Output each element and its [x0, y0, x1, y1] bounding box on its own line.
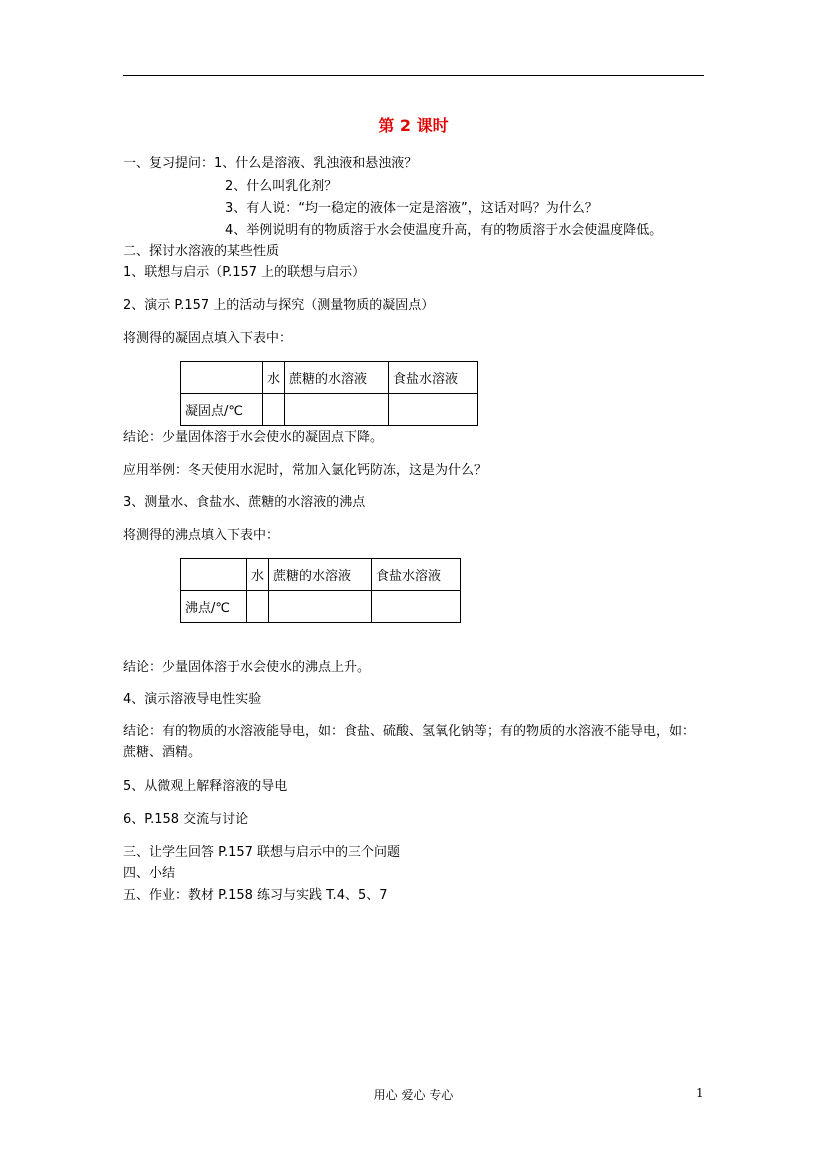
section2-item6: 6、P.158 交流与讨论 — [123, 812, 249, 827]
table-row-label: 凝固点/℃ — [181, 394, 263, 426]
fill-freeze-instruction: 将测得的凝固点填入下表中： — [123, 331, 293, 346]
table-header-cell: 水 — [263, 362, 285, 394]
section2-item4: 4、演示溶液导电性实验 — [123, 692, 262, 707]
section4-heading: 四、小结 — [123, 866, 176, 881]
table-cell-empty — [372, 591, 461, 623]
application-example: 应用举例：冬天使用水泥时，常加入氯化钙防冻，这是为什么？ — [123, 463, 488, 478]
table-cell-empty — [285, 394, 389, 426]
table-row — [181, 362, 478, 394]
section2-heading: 二、探讨水溶液的某些性质 — [123, 244, 280, 259]
table-row — [181, 394, 478, 426]
section2-item2: 2、演示 P.157 上的活动与探究（测量物质的凝固点） — [123, 298, 435, 313]
conclusion-boil: 结论：少量固体溶于水会使水的沸点上升。 — [123, 660, 371, 675]
table-header-cell — [181, 362, 263, 394]
table-cell-empty — [247, 591, 269, 623]
table-cell-empty — [263, 394, 285, 426]
review-heading: 一、复习提问：1、什么是溶液、乳浊液和悬浊液？ — [123, 156, 418, 171]
table-header-cell: 蔗糖的水溶液 — [269, 559, 372, 591]
table-row — [181, 591, 461, 623]
table-cell-empty — [269, 591, 372, 623]
fill-boil-instruction: 将测得的沸点填入下表中： — [123, 528, 280, 543]
section2-item3: 3、测量水、食盐水、蔗糖的水溶液的沸点 — [123, 495, 366, 510]
review-q4: 4、举例说明有的物质溶于水会使温度升高，有的物质溶于水会使温度降低。 — [225, 223, 663, 238]
section3-heading: 三、让学生回答 P.157 联想与启示中的三个问题 — [123, 845, 401, 860]
header-rule — [123, 75, 704, 76]
conclusion-conductivity: 结论：有的物质的水溶液能导电，如：食盐、硫酸、氢氧化钠等；有的物质的水溶液不能导电，如：蔗糖、酒精。 — [123, 724, 696, 760]
table-header-cell: 食盐水溶液 — [389, 362, 478, 394]
table-header-cell — [181, 559, 247, 591]
table-row — [181, 559, 461, 591]
table-row-label: 沸点/℃ — [181, 591, 247, 623]
table-header-cell: 食盐水溶液 — [372, 559, 461, 591]
table-header-cell: 水 — [247, 559, 269, 591]
boiling-point-table — [180, 558, 461, 623]
page-footer: 用心 爱心 专心 — [373, 1088, 454, 1102]
freeze-point-table — [180, 361, 478, 426]
table-header-cell: 蔗糖的水溶液 — [285, 362, 389, 394]
page-number: 1 — [696, 1086, 704, 1100]
page-title: 第 2 课时 — [378, 116, 449, 135]
section2-item5: 5、从微观上解释溶液的导电 — [123, 779, 288, 794]
review-q2: 2、什么叫乳化剂？ — [225, 179, 338, 194]
section2-item1: 1、联想与启示（P.157 上的联想与启示） — [123, 265, 366, 280]
review-q3: 3、有人说：“均一稳定的液体一定是溶液”，这话对吗？为什么？ — [225, 201, 598, 216]
section5-heading: 五、作业：教材 P.158 练习与实践 T.4、5、7 — [123, 888, 388, 903]
table-cell-empty — [389, 394, 478, 426]
conclusion-freeze: 结论：少量固体溶于水会使水的凝固点下降。 — [123, 430, 384, 445]
